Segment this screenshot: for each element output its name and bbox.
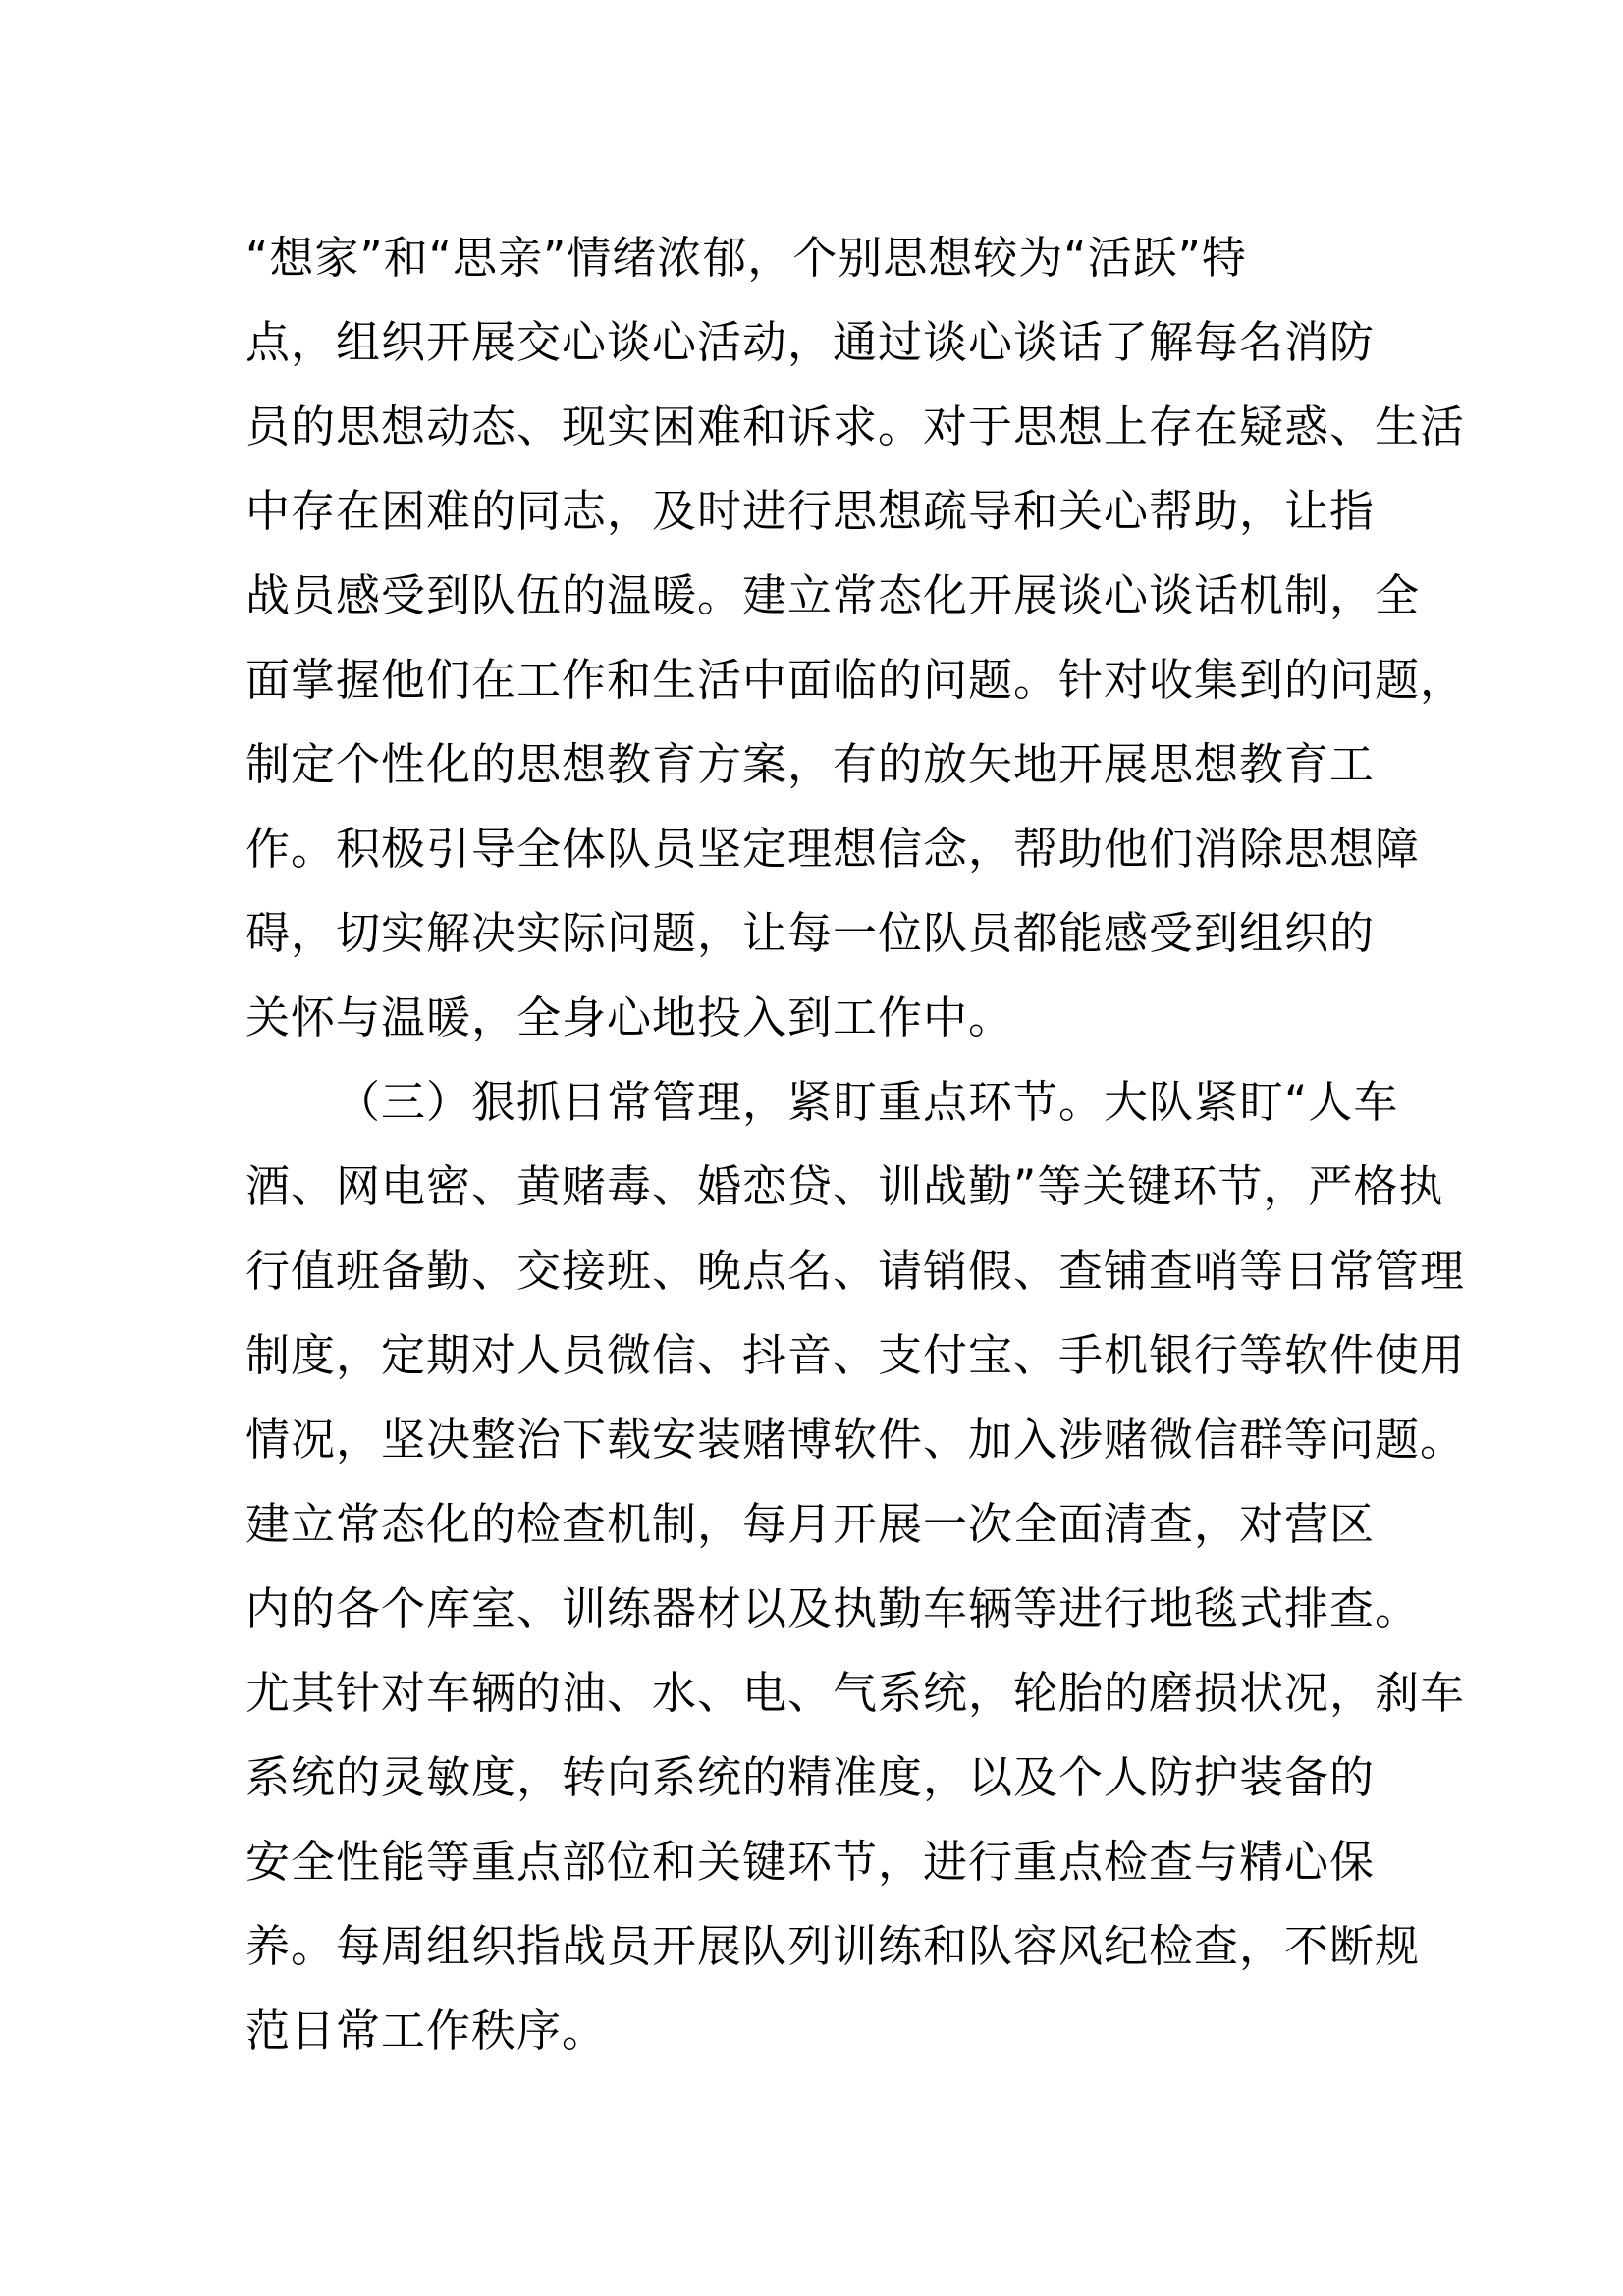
text-line: 行值班备勤、交接班、晚点名、请销假、查铺查哨等日常管理 [245, 1245, 1466, 1297]
text-line: 建立常态化的检查机制，每月开展一次全面清查，对营区 [245, 1498, 1376, 1550]
text-line: 关怀与温暖，全身心地投入到工作中。 [245, 991, 1014, 1043]
paragraph-1 [245, 216, 1466, 1060]
text-line: 点，组织开展交心谈心活动，通过谈心谈话了解每名消防 [245, 316, 1376, 368]
text-line: 战员感受到队伍的温暖。建立常态化开展谈心谈话机制，全 [245, 569, 1421, 621]
text-line: 内的各个库室、训练器材以及执勤车辆等进行地毯式排查。 [245, 1582, 1421, 1634]
text-line: 尤其针对车辆的油、水、电、气系统，轮胎的磨损状况，刹车 [245, 1667, 1466, 1719]
document-body [245, 216, 1466, 2073]
paragraph-2 [245, 1060, 1466, 2073]
text-line: 中存在困难的同志，及时进行思想疏导和关心帮助，让指 [245, 485, 1376, 537]
text-line: 范日常工作秩序。 [245, 2004, 608, 2056]
text-line: 系统的灵敏度，转向系统的精准度，以及个人防护装备的 [245, 1751, 1376, 1803]
text-line: 面掌握他们在工作和生活中面临的问题。针对收集到的问题， [245, 654, 1466, 706]
text-line: 养。每周组织指战员开展队列训练和队容风纪检查，不断规 [245, 1920, 1421, 1972]
text-line: 情况，坚决整治下载安装赌博软件、加入涉赌微信群等问题。 [245, 1414, 1466, 1466]
text-line: 安全性能等重点部位和关键环节，进行重点检查与精心保 [245, 1836, 1376, 1888]
text-line: “想家”和“思亲”情绪浓郁，个别思想较为“活跃”特 [245, 232, 1247, 284]
paragraph-heading-line: （三）狠抓日常管理，紧盯重点环节。大队紧盯“人车 [336, 1076, 1399, 1128]
text-line: 碍，切实解决实际问题，让每一位队员都能感受到组织的 [245, 907, 1376, 959]
text-line: 制度，定期对人员微信、抖音、支付宝、手机银行等软件使用 [245, 1329, 1466, 1381]
text-line: 制定个性化的思想教育方案，有的放矢地开展思想教育工 [245, 738, 1376, 790]
text-line: 作。积极引导全体队员坚定理想信念，帮助他们消除思想障 [245, 823, 1421, 875]
text-line: 酒、网电密、黄赌毒、婚恋贷、训战勤”等关键环节，严格执 [245, 1160, 1444, 1212]
text-line: 员的思想动态、现实困难和诉求。对于思想上存在疑惑、生活 [245, 400, 1466, 453]
